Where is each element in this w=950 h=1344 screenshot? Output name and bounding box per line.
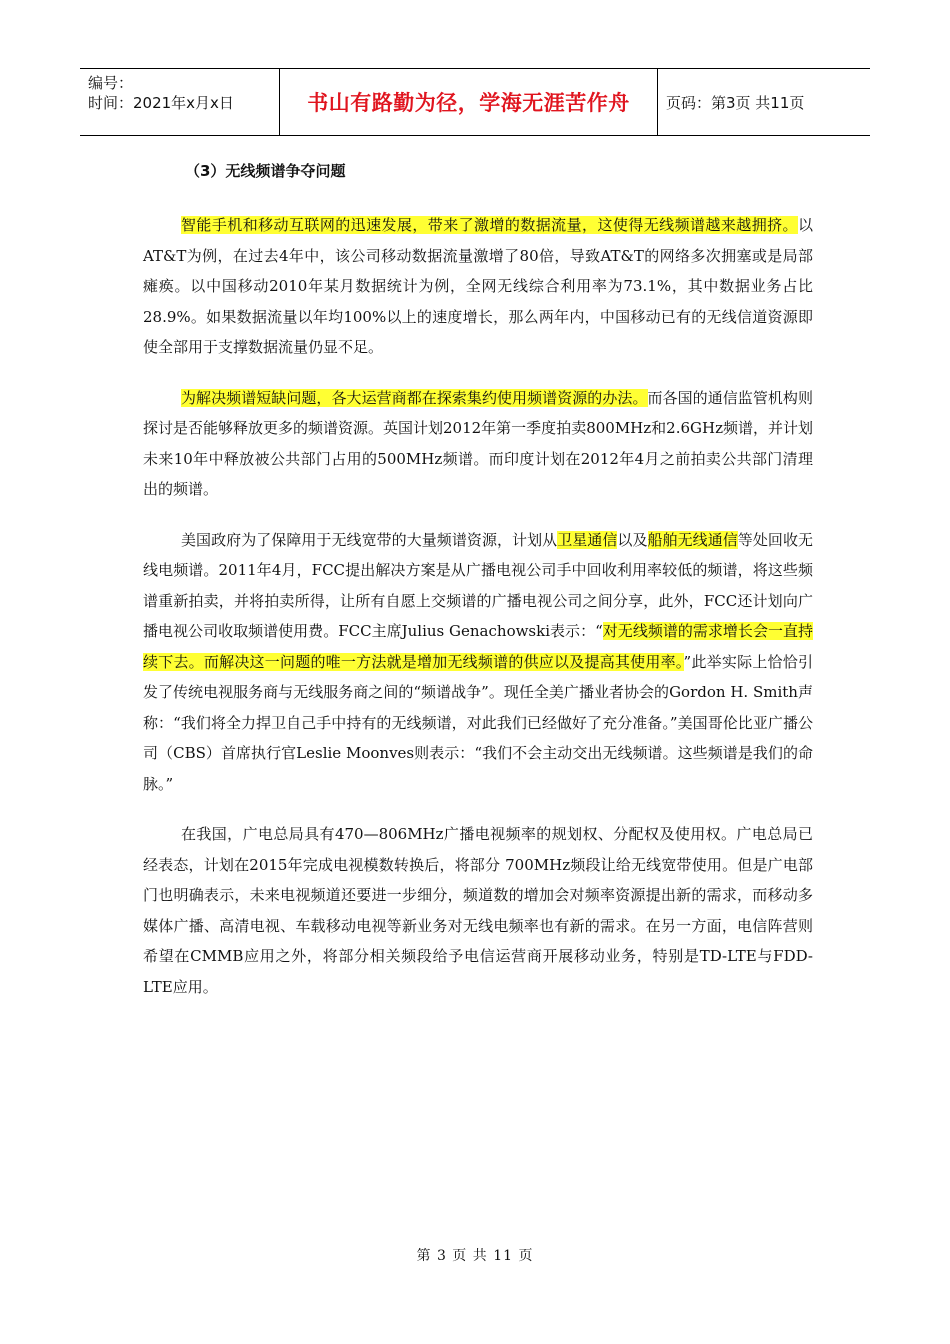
- highlighted-text: 智能手机和移动互联网的迅速发展，带来了激增的数据流量，这使得无线频谱越来越拥挤。: [181, 216, 798, 234]
- page-header: [80, 68, 870, 136]
- header-page-info: 页码：第3页 共11页: [666, 93, 805, 112]
- paragraph-text: 在我国，广电总局具有470—806MHz广播电视频率的规划权、分配权及使用权。广电总局已经表态，计划在2015年完成电视模数转换后，将部分 700MHz频段让给无线宽带使用。但是广电部门也明确表示，未来电视频道还要进一步细分，频道数的增加会对频率资源提出新的需求，而移动多媒体广播、高清电视、车载移动电视等新业务对无线电频率也有新的需求。在另一方面，电信阵营则希望在CMMB应用之外，将部分相关频段给予电信运营商开展移动业务，特别是TD-LTE与FDD-LTE应用。: [143, 825, 813, 996]
- paragraph-text: 以及: [617, 530, 648, 549]
- highlighted-text: 船舶无线通信: [647, 530, 738, 549]
- highlighted-quote: 对无线频谱的需求增长会一直持续下去。而解决这一问题的唯一方法就是增加无线频谱的供应以及提高其使用率。: [143, 622, 813, 671]
- paragraph-spectrum-congestion: [143, 210, 813, 363]
- highlighted-text: 卫星通信: [557, 530, 618, 549]
- paragraph-text: ”此举实际上恰恰引发了传统电视服务商与无线服务商之间的“频谱战争”。现任全美广播业者协会的Gordon H. Smith声称：“我们将全力捍卫自己手中持有的无线频谱，对此我们已经做好了充分准备。”美国哥伦比亚广播公司（CBS）首席执行官Leslie Moonves则表示：“我们不会主动交出无线频谱。这些频谱是我们的命脉。”: [143, 652, 814, 793]
- header-motto: 书山有路勤为径，学海无涯苦作舟: [280, 69, 658, 135]
- section-title: （3）无线频谱争夺问题: [185, 162, 346, 180]
- paragraph-text: 以AT&T为例，在过去4年中，该公司移动数据流量激增了80倍，导致AT&T的网络多次拥塞或是局部瘫痪。以中国移动2010年某月数据统计为例，全网无线综合利用率为73.1%，其中数据业务占比28.9%。如果数据流量以年均100%以上的速度增长，那么两年内，中国移动已有的无线信道资源即使全部用于支撑数据流量仍显不足。: [143, 216, 813, 356]
- paragraph-spectrum-shortage: [143, 383, 813, 505]
- document-number-label: 编号：: [88, 74, 134, 92]
- page-footer: 第 3 页 共 11 页: [416, 1248, 534, 1264]
- paragraph-china-spectrum: [143, 819, 813, 1002]
- highlighted-text: 为解决频谱短缺问题，各大运营商都在探索集约使用频谱资源的办法。: [181, 388, 648, 407]
- paragraph-us-spectrum: [143, 525, 813, 800]
- document-date: 时间：2021年x月x日: [88, 94, 234, 112]
- paragraph-text: 等处回收无线电频谱。2011年4月，FCC提出解决方案是从广播电视公司手中回收利用率较低的频谱，将这些频谱重新拍卖，并将拍卖所得，让所有自愿上交频谱的广播电视公司之间分享，此外，FCC还计划向广播电视公司收取频谱使用费。FCC主席Julius Genachowski表示：“: [143, 530, 813, 640]
- document-body: [143, 150, 813, 1022]
- paragraph-text: 而各国的通信监管机构则探讨是否能够释放更多的频谱资源。英国计划2012年第一季度拍卖800MHz和2.6GHz频谱，并计划未来10年中释放被公共部门占用的500MHz频谱。而印度计划在2012年4月之前拍卖公共部门清理出的频谱。: [143, 388, 813, 498]
- paragraph-text: 美国政府为了保障用于无线宽带的大量频谱资源，计划从: [181, 530, 558, 549]
- header-meta: [80, 69, 280, 135]
